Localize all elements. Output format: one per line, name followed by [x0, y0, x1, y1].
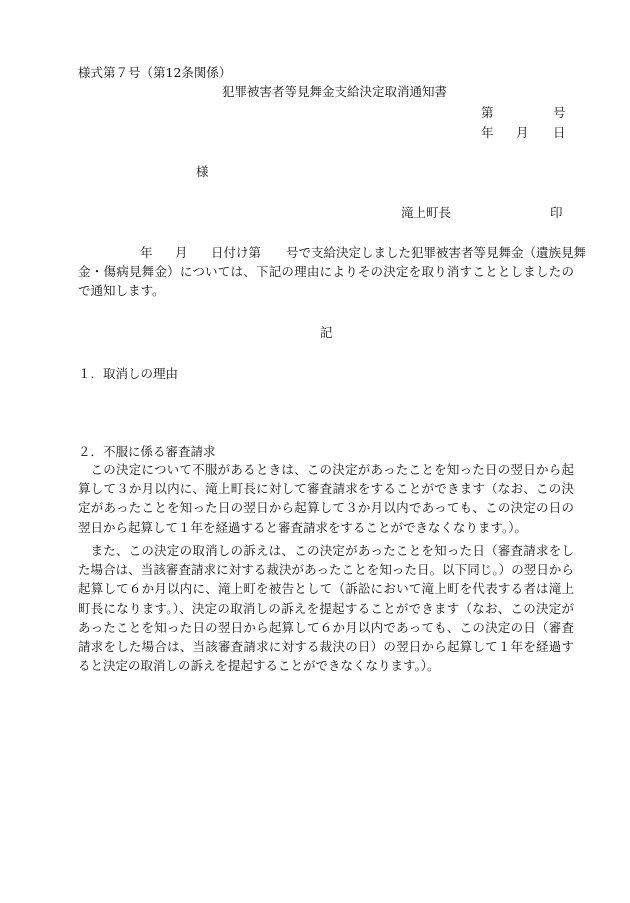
number-prefix: 第 [481, 105, 494, 120]
document-title: 犯罪被害者等見舞金支給決定取消通知書 [222, 84, 448, 99]
number-suffix: 号 [553, 105, 566, 120]
date-day: 日 [553, 125, 566, 140]
date-month: 月 [516, 125, 529, 140]
intro-year: 年 [140, 245, 153, 260]
intro-dated-no: 日付け第 [211, 245, 262, 260]
ki-marker: 記 [320, 325, 333, 340]
recipient-honorific: 様 [196, 164, 209, 179]
intro-text-rest: 金・傷病見舞金）については、下記の理由によりその決定を取り消すこととしましたので通知します。 [78, 264, 574, 299]
intro-month: 月 [175, 245, 188, 260]
issuer-seal: 印 [550, 205, 563, 220]
form-label: 様式第７号（第12条関係） [78, 65, 232, 80]
lawsuit-paragraph: また、この決定の取消しの訴えは、この決定があったことを知った日（審査請求をした場合は、当該審査請求に対する裁決があったことを知った日。以下同じ。）の翌日から起算して６か月以内に、滝上町を被告として（訴訟において滝上町を代表する者は滝上町長になります。）、決定の取消しの訴えを提起することができます（なお、この決定があったことを知った日の翌日から起算して６か月以内であっても、この決定の日（審査請求をした場合は、当該審査請求に対する裁決の日）の翌日から起算して１年を経過すると決定の取消しの訴えを提起することができなくなります。）。 [78, 543, 574, 674]
section-heading-reason: １．取消しの理由 [78, 366, 179, 381]
date-year: 年 [481, 125, 494, 140]
issuer-title: 滝上町長 [401, 205, 452, 220]
intro-text-start: 号で支給決定しました犯罪被害者等見舞金（遺族見舞 [286, 245, 587, 260]
section-heading-appeal: ２．不服に係る審査請求 [78, 444, 216, 459]
appeal-paragraph: この決定について不服があるときは、この決定があったことを知った日の翌日から起算して３か月以内に、滝上町長に対して審査請求をすることができます（なお、この決定があったことを知った日の翌日から起算して３か月以内であっても、この決定の日の翌日から起算して１年を経過すると審査請求をすることができなくなります。）。 [78, 462, 574, 535]
